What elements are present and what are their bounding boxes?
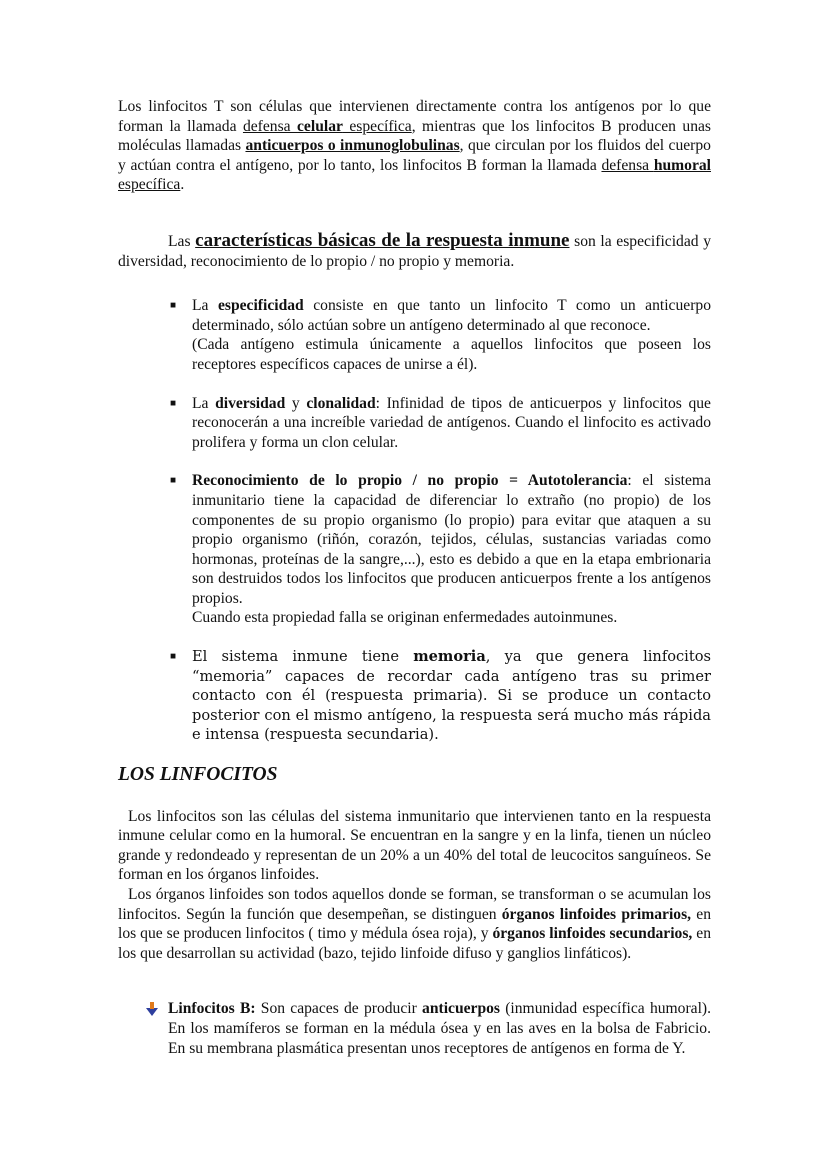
document-page bbox=[118, 97, 711, 1058]
characteristics-list bbox=[118, 296, 711, 745]
text: Los órganos linfoides son todos aquellos donde se forman, se transforman o se acumulan los linfocitos. Según la función que desempeñan, se distinguen bbox=[118, 886, 711, 923]
text: , mientras que los linfocitos B producen unas moléculas llamadas bbox=[118, 117, 711, 155]
list-item-diversity bbox=[118, 394, 711, 453]
text: Las bbox=[168, 232, 196, 250]
list-item-text: Cuando esta propiedad falla se originan enfermedades autoinmunes. bbox=[192, 609, 618, 627]
text: , ya que genera linfocitos “memoria” capaces de recordar cada antígeno tras su primer contacto con él (respuesta primaria). Si se produce un contacto posterior con el mismo antígeno, la respuesta será mucho más rápida e intensa (respuesta secundaria). bbox=[192, 648, 711, 744]
list-item-text bbox=[192, 394, 711, 453]
bold-term: Linfocitos B: bbox=[168, 1000, 256, 1018]
bold-term: órganos linfoides secundarios, bbox=[492, 925, 693, 943]
list-item-text bbox=[192, 647, 711, 745]
bold-term: Reconocimiento de lo propio / no propio = Autotolerancia bbox=[192, 472, 628, 490]
text: El sistema inmune tiene bbox=[192, 648, 414, 666]
list-item-text bbox=[192, 296, 711, 335]
text: y bbox=[285, 394, 307, 412]
paragraph-lymphocytes-intro: Los linfocitos son las células del sistema inmunitario que intervienen tanto en la respuesta inmune celular como en la humoral. Se encuentran en la sangre y en la linfa, tienen un núcleo grande y redondeado y representan de un 20% a un 40% del total de leucocitos sanguíneos. Se forman en los órganos linfoides. bbox=[118, 807, 711, 884]
text: en los que desarrollan su actividad (bazo, tejido linfoide difuso y ganglios linfáticos). bbox=[118, 925, 711, 962]
bold-term: diversidad bbox=[215, 394, 286, 412]
bold-term: clonalidad bbox=[306, 394, 376, 412]
list-item-lymphocytes-b bbox=[118, 999, 711, 1058]
text: (inmunidad específica humoral). En los mamíferos se forman en la médula ósea y en las aves en la bolsa de Fabricio. En su membrana plasmática presentan unos receptores de antígenos en forma de Y. bbox=[168, 1000, 711, 1057]
square-bullet-icon: ■ bbox=[170, 651, 177, 663]
text: específica bbox=[118, 176, 181, 194]
square-bullet-icon: ■ bbox=[170, 300, 177, 312]
list-item-self-recognition bbox=[118, 471, 711, 628]
text: La bbox=[192, 394, 216, 412]
list-item-specificity bbox=[118, 296, 711, 374]
text: , que circulan por los fluidos del cuerpo y actúan contra el antígeno, por lo tanto, los linfocitos B forman la llamada bbox=[118, 137, 711, 174]
text: . bbox=[180, 176, 185, 194]
list-item-text bbox=[192, 471, 711, 608]
text: : el sistema inmunitario tiene la capacidad de diferenciar lo extraño (no propio) de los componentes de su propio organismo (lo propio) para evitar que ataquen a su propio organismo (riñón, corazón, tejidos, células, sustancias variadas como hormonas, proteínas de la sangre,...), esto es debido a que en la etapa embrionaria son destruidos todos los linfocitos que producen anticuerpos frente a los antígenos propios. bbox=[192, 472, 711, 607]
bold-term: celular bbox=[297, 117, 343, 135]
bold-underlined-term: características básicas de la respuesta inmune bbox=[195, 229, 570, 251]
underlined-term bbox=[243, 118, 412, 135]
bold-term: anticuerpos bbox=[422, 1000, 500, 1018]
list-item-text: (Cada antígeno estimula únicamente a aquellos linfocitos que poseen los receptores específicos capaces de unirse a él). bbox=[192, 336, 711, 373]
text: defensa bbox=[601, 156, 654, 174]
bold-term: órganos linfoides primarios, bbox=[501, 905, 692, 923]
bold-term: memoria bbox=[413, 648, 486, 666]
text: son la especificidad y diversidad, reconocimiento de lo propio / no propio y memoria. bbox=[118, 232, 711, 270]
bold-underlined-term: anticuerpos o inmunoglobulinas bbox=[245, 137, 460, 155]
text: consiste en que tanto un linfocito T como un anticuerpo determinado, sólo actúan sobre un antígeno determinado al que reconoce. bbox=[192, 297, 711, 334]
text: : Infinidad de tipos de anticuerpos y linfocitos que reconocerán a una increíble variedad de antígenos. Cuando el linfocito es activado prolifera y forma un clon celular. bbox=[192, 394, 711, 451]
paragraph-lymphoid-organs bbox=[118, 885, 711, 963]
text: La bbox=[192, 297, 218, 315]
list-item-text bbox=[168, 999, 711, 1058]
arrow-down-bullet-icon bbox=[144, 1001, 160, 1017]
list-item-memory bbox=[118, 647, 711, 745]
text: Los linfocitos T son células que intervienen directamente contra los antígenos por lo que forman la llamada bbox=[118, 98, 711, 135]
paragraph-characteristics bbox=[118, 231, 711, 271]
bold-term: especificidad bbox=[217, 297, 304, 315]
square-bullet-icon: ■ bbox=[170, 475, 177, 487]
text: Son capaces de producir bbox=[255, 1000, 423, 1018]
section-heading: LOS LINFOCITOS bbox=[118, 764, 278, 786]
bold-term: humoral bbox=[653, 156, 711, 174]
text: en los que se producen linfocitos ( timo y médula ósea roja), y bbox=[118, 905, 711, 943]
paragraph-lymphocytes-t-b bbox=[118, 97, 711, 195]
text: específica bbox=[342, 117, 412, 135]
text: defensa bbox=[242, 117, 298, 135]
square-bullet-icon: ■ bbox=[170, 397, 177, 409]
